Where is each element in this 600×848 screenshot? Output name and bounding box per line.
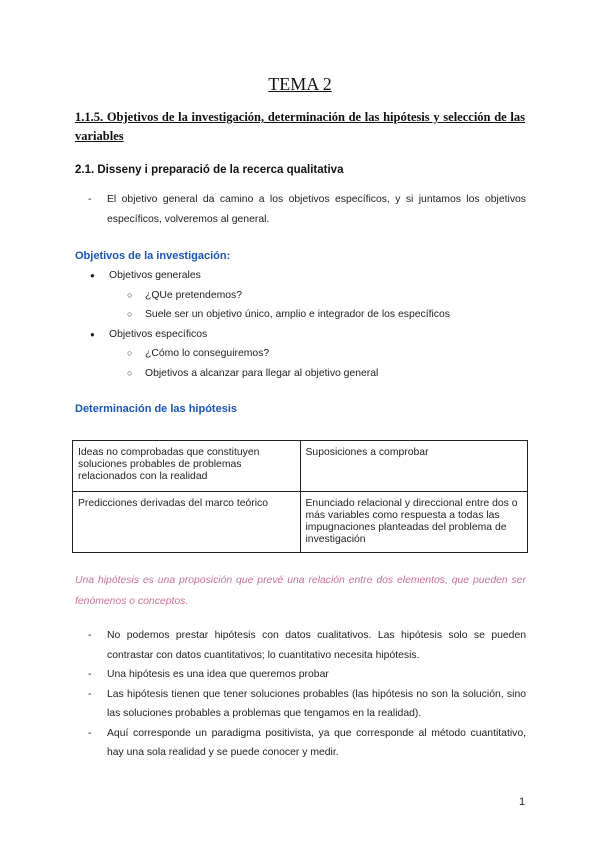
hipotesis-table [72, 440, 528, 553]
table-row [73, 441, 528, 492]
table-cell: Suposiciones a comprobar [300, 441, 528, 492]
subsection-title: 2.1. Disseny i preparació de la recerca qualitativa [75, 164, 344, 176]
list-item: - Una hipótesis es una idea que queremos probar [88, 665, 526, 685]
page-number: 1 [519, 796, 526, 808]
table-cell: Ideas no comprobadas que constituyen soluciones probables de problemas relacionados con la realidad [73, 441, 301, 492]
table-row [73, 492, 528, 553]
list-item: ○ ¿QUe pretendemos? [90, 286, 520, 306]
list-item: - Aquí corresponde un paradigma positivista, ya que corresponde al método cuantitativo, hay una sola realidad y se puede conocer y medir. [88, 724, 526, 763]
intro-list [88, 190, 526, 230]
table-cell: Enunciado relacional y direccional entre dos o más variables como respuesta a todas las impugnaciones planteadas del problema de investigación [300, 492, 528, 553]
list-item: ○ ¿Cómo lo conseguiremos? [90, 344, 520, 364]
table-cell: Predicciones derivadas del marco teórico [73, 492, 301, 553]
section-title: 1.1.5. Objetivos de la investigación, determinación de las hipótesis y selección de las variables [75, 110, 525, 143]
list-item: - El objetivo general da camino a los objetivos específicos, y si juntamos los objetivos específicos, volveremos al general. [88, 190, 526, 230]
list-item: - No podemos prestar hipótesis con datos cualitativos. Las hipótesis solo se pueden contrastar con datos cuantitativos; lo cuantitativo necesita hipótesis. [88, 626, 526, 665]
list-item: ○ Suele ser un objetivo único, amplio e integrador de los específicos [90, 305, 520, 325]
objetivos-list [90, 266, 520, 383]
hipotesis-heading: Determinación de las hipótesis [75, 403, 237, 415]
list-item: ● Objetivos generales [90, 266, 520, 286]
hipotesis-definition-quote: Una hipótesis es una proposición que prevé una relación entre dos elementos, que pueden ser fenómenos o conceptos. [75, 575, 526, 607]
page-title: TEMA 2 [268, 74, 332, 94]
objetivos-heading: Objetivos de la investigación: [75, 250, 231, 262]
notes-list [88, 626, 526, 763]
list-item: - Las hipótesis tienen que tener soluciones probables (las hipótesis no son la solución, sino las soluciones probables a problemas que tengamos en la realidad). [88, 685, 526, 724]
list-item: ○ Objetivos a alcanzar para llegar al objetivo general [90, 364, 520, 384]
list-item: ● Objetivos específicos [90, 325, 520, 345]
